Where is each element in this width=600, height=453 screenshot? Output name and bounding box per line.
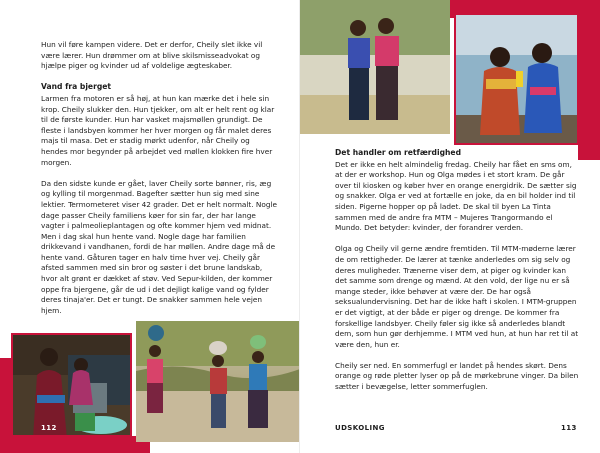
intro-paragraph: Hun vil føre kampen videre. Det er derfor, Cheily slet ikke vil være lærer. Hun drømmer om at blive skilsmisseadvokat og hjælpe piger og kvinder ud af voldelige ægteskaber. [41, 40, 263, 71]
right-text-column [335, 148, 580, 403]
mill-photo [11, 333, 132, 437]
water-carrying-photo [136, 321, 300, 442]
page-number-right: 113 [561, 424, 577, 432]
running-footer: UDSKOLING [335, 424, 385, 432]
left-text-column [41, 40, 277, 327]
left-paragraph-1: Larmen fra motoren er så høj, at hun kan mærke det i hele sin krop. Cheily slukker den. Hun tjekker, om alt er helt rent og klar til de første kunder. Hun har vasket majsmøllen grundigt. De fleste i landsbyen kommer her hver morgen og får malet deres majs til masa. Det er stadig mørkt udenfor, når Cheily og hendes mor begynder på arbejdet ved møllen klokken fire hver morgen. [41, 93, 275, 167]
right-paragraph-3: Cheily ser ned. En sommerfugl er landet på hendes skørt. Dens orange og røde pletter lyser op på de mørkebrune vinger. Da bilen sætter i bevægelse, letter sommerfuglen. [335, 360, 579, 392]
girls-sitting-photo [454, 13, 579, 145]
left-paragraph-2: Da den sidste kunde er gået, laver Cheily sorte bønner, ris, æg og kylling til morgenmad. Bagefter sætter hun sig med sine lektier. Termometeret viser 42 grader. Det er helt normalt. Nogle dage passer Cheily familiens køer for sin far, der har lange vagter i palmeolieplantagen og ofte kommer hjem ved midnat. Men i dag skal hun hente vand. Nogle dage har familien drikkevand i vandhanen, fordi de har møllen. Andre dage må de hente vand. Gåturen tager en halv time hver vej. Cheily går afsted sammen med sin bror og søster i det brune landskab, hvor alt grønt er dækket af støv. Ved Sepur-kilden, der kommer oppe fra bjergene, går de ud i det dejligt kølige vand og fylder deres tinaja'er. Det er tungt. De snakker sammen hele vejen hjem. [41, 178, 278, 315]
section-heading-water: Vand fra bjerget [41, 82, 112, 92]
right-paragraph-2: Olga og Cheily vil gerne ændre fremtiden. Til MTM-møderne lærer de om rettigheder. De lærer at tænke anderledes om sig selv og deres muligheder. Trænerne viser dem, at piger og kvinder kan det samme som drenge og mænd. At den vold, der lige nu er så mange steder, ikke behøver at være der. De har også seksualundervisning. Det har de ikke haft i skolen. I MTM-gruppen er det vigtigt, at der både er piger og drenge. De kommer fra forskellige landsbyer. Cheily føler sig ikke så anderledes blandt dem, som hun gør derhjemme. I MTM ved hun, at hun har ret til at være den, hun er. [335, 244, 579, 349]
right-paragraph-1: Det er ikke en helt almindelig fredag. Cheily har fået en sms om, at der er workshop. Hun og Olga mødes i et stort kram. De går over til kiosken og køber hver en orange energidrik. De sætter sig og snakker. Olga er ved at fortælle en joke, da en bil holder ind til siden. Pigerne hopper op på ladet. De skal til byen La Tinta sammen med de andre fra MTM – Mujeres Trangormando el Mundo. Det betyder: kvinder, der forandrer verden. [335, 159, 577, 233]
page-number-left: 112 [41, 424, 57, 432]
section-heading-justice: Det handler om retfærdighed [335, 148, 462, 157]
girls-walking-photo [300, 0, 450, 134]
right-page [300, 0, 600, 453]
